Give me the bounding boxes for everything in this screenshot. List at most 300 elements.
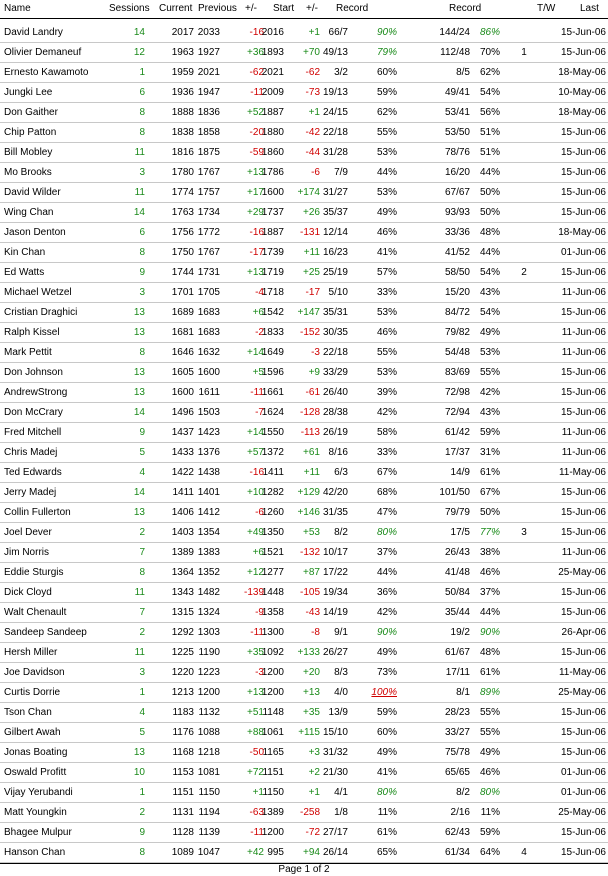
cell-previous: 1401: [197, 487, 220, 498]
cell-name: Chris Madej: [4, 447, 58, 458]
cell-current: 1225: [171, 647, 194, 658]
cell-d2: -73: [305, 87, 320, 98]
cell-sessions: 8: [139, 847, 145, 858]
cell-last: 01-Jun-06: [560, 767, 606, 778]
cell-d2: +87: [303, 567, 320, 578]
cell-last: 25-May-06: [558, 687, 606, 698]
cell-previous: 1088: [197, 727, 220, 738]
cell-d2: -43: [305, 607, 320, 618]
cell-current: 1838: [171, 127, 194, 138]
cell-tw: 2: [521, 267, 527, 278]
cell-previous: 1600: [197, 367, 220, 378]
cell-last: 15-Jun-06: [560, 587, 606, 598]
cell-pct1: 62%: [376, 107, 397, 118]
cell-rec2: 79/79: [444, 507, 470, 518]
cell-pct1: 39%: [376, 387, 397, 398]
cell-pct2: 90%: [479, 627, 500, 638]
cell-rec2: 8/2: [456, 787, 470, 798]
cell-name: Jungki Lee: [4, 87, 53, 98]
cell-pct2: 49%: [479, 747, 500, 758]
cell-d2: -8: [311, 627, 320, 638]
cell-rec2: 33/27: [444, 727, 470, 738]
cell-d2: +9: [308, 367, 320, 378]
cell-d1: -16: [249, 227, 264, 238]
cell-pct1: 44%: [376, 167, 397, 178]
cell-rec2: 112/48: [440, 47, 470, 58]
cell-rec1: 6/3: [334, 467, 348, 478]
cell-pct1: 55%: [376, 127, 397, 138]
cell-rec1: 27/17: [322, 827, 348, 838]
cell-d1: +17: [247, 187, 264, 198]
cell-pct1: 49%: [376, 207, 397, 218]
cell-rec2: 17/11: [445, 667, 470, 678]
cell-name: Olivier Demaneuf: [4, 47, 82, 58]
cell-pct1: 59%: [376, 87, 397, 98]
cell-rec2: 83/69: [444, 367, 470, 378]
cell-rec1: 31/35: [322, 507, 348, 518]
cell-d1: -11: [250, 387, 264, 398]
cell-start: 1350: [261, 527, 284, 538]
cell-pct2: 59%: [479, 427, 500, 438]
cell-sessions: 3: [139, 667, 145, 678]
cell-name: Hanson Chan: [4, 847, 66, 858]
cell-rec2: 19/2: [450, 627, 470, 638]
cell-previous: 1947: [197, 87, 220, 98]
table-row: [0, 663, 608, 683]
cell-rec2: 14/9: [450, 467, 470, 478]
cell-start: 1148: [262, 707, 284, 718]
cell-d2: -72: [305, 827, 320, 838]
cell-pct2: 54%: [479, 267, 500, 278]
cell-current: 1403: [171, 527, 194, 538]
table-row: [0, 823, 608, 843]
table-row: [0, 383, 608, 403]
cell-d1: -11: [250, 827, 264, 838]
cell-d2: -3: [311, 347, 320, 358]
cell-d1: -11: [250, 627, 264, 638]
cell-pct2: 11%: [480, 807, 500, 818]
cell-start: 1860: [261, 147, 284, 158]
cell-sessions: 1: [139, 67, 145, 78]
cell-pct1: 53%: [376, 187, 397, 198]
cell-start: 1200: [261, 827, 284, 838]
cell-rec1: 42/20: [322, 487, 348, 498]
cell-last: 15-Jun-06: [560, 407, 606, 418]
cell-name: Bill Mobley: [4, 147, 53, 158]
table-row: [0, 403, 608, 423]
cell-previous: 1683: [197, 327, 220, 338]
cell-d1: +52: [247, 107, 264, 118]
cell-pct2: 48%: [479, 227, 500, 238]
cell-current: 1406: [171, 507, 194, 518]
cell-rec2: 72/98: [444, 387, 470, 398]
cell-rec2: 53/50: [444, 127, 470, 138]
cell-rec2: 2/16: [450, 807, 470, 818]
cell-d2: -105: [299, 587, 320, 598]
cell-previous: 1047: [197, 847, 220, 858]
cell-d1: +5: [252, 367, 264, 378]
cell-pct1: 53%: [376, 367, 397, 378]
cell-rec1: 4/0: [334, 687, 348, 698]
cell-name: Don Johnson: [4, 367, 63, 378]
cell-sessions: 2: [139, 807, 145, 818]
cell-d2: +1: [308, 27, 320, 38]
cell-current: 1315: [171, 607, 194, 618]
header-tw: T/W: [537, 3, 556, 14]
cell-d1: -50: [249, 747, 264, 758]
cell-pct2: 56%: [479, 107, 500, 118]
cell-name: Joel Dever: [4, 527, 52, 538]
cell-current: 1364: [171, 567, 194, 578]
table-row: [0, 703, 608, 723]
cell-sessions: 14: [133, 27, 145, 38]
cell-rec2: 61/34: [444, 847, 470, 858]
cell-last: 15-Jun-06: [560, 307, 606, 318]
header-plusminus-start: +/-: [306, 3, 318, 14]
table-row: [0, 183, 608, 203]
cell-rec2: 33/36: [444, 227, 470, 238]
cell-previous: 2033: [197, 27, 220, 38]
cell-current: 1689: [171, 307, 194, 318]
cell-d1: -11: [250, 87, 264, 98]
cell-current: 1963: [171, 47, 194, 58]
table-row: [0, 503, 608, 523]
cell-name: Cristian Draghici: [4, 307, 78, 318]
cell-rec2: 144/24: [439, 27, 470, 38]
table-row: [0, 683, 608, 703]
cell-pct1: 11%: [377, 807, 397, 818]
cell-pct1: 41%: [376, 767, 397, 778]
cell-d1: +6: [252, 307, 264, 318]
table-row: [0, 43, 608, 63]
cell-last: 15-Jun-06: [560, 267, 606, 278]
cell-sessions: 13: [133, 307, 145, 318]
cell-start: 1200: [261, 687, 284, 698]
cell-current: 1780: [171, 167, 194, 178]
cell-name: Jerry Madej: [4, 487, 57, 498]
cell-name: Kin Chan: [4, 247, 46, 258]
table-row: [0, 423, 608, 443]
cell-pct1: 90%: [376, 27, 397, 38]
cell-d1: +10: [247, 487, 264, 498]
cell-tw: 4: [521, 847, 527, 858]
cell-pct1: 53%: [376, 147, 397, 158]
cell-previous: 1303: [197, 627, 220, 638]
cell-pct2: 50%: [479, 187, 500, 198]
cell-d2: +20: [303, 667, 320, 678]
table-row: [0, 203, 608, 223]
cell-d1: +36: [247, 47, 264, 58]
cell-name: Gilbert Awah: [4, 727, 61, 738]
cell-rec2: 65/65: [444, 767, 470, 778]
table-row: [0, 23, 608, 43]
cell-current: 2017: [171, 27, 194, 38]
cell-rec1: 8/16: [328, 447, 348, 458]
cell-start: 2009: [261, 87, 284, 98]
cell-rec1: 22/18: [322, 347, 348, 358]
cell-pct1: 46%: [376, 227, 397, 238]
cell-rec2: 35/44: [444, 607, 470, 618]
cell-rec2: 50/84: [444, 587, 470, 598]
cell-previous: 1081: [197, 767, 220, 778]
cell-last: 25-May-06: [558, 567, 606, 578]
cell-rec1: 3/2: [334, 67, 348, 78]
cell-name: Mark Pettit: [4, 347, 52, 358]
cell-start: 1448: [261, 587, 284, 598]
cell-tw: 3: [521, 527, 527, 538]
cell-rec1: 35/31: [322, 307, 348, 318]
cell-d1: -7: [255, 407, 264, 418]
cell-rec1: 14/19: [322, 607, 348, 618]
cell-pct1: 42%: [376, 607, 397, 618]
cell-d2: +147: [297, 307, 320, 318]
cell-d2: +53: [303, 527, 320, 538]
cell-d2: +133: [297, 647, 320, 658]
page-footer: [0, 863, 608, 876]
cell-current: 1774: [171, 187, 194, 198]
cell-rec2: 41/48: [444, 567, 470, 578]
cell-last: 15-Jun-06: [560, 847, 606, 858]
cell-previous: 2021: [197, 67, 220, 78]
cell-d1: +12: [247, 567, 264, 578]
table-row: [0, 623, 608, 643]
cell-rec1: 31/32: [322, 747, 348, 758]
cell-d1: -62: [249, 67, 264, 78]
cell-name: Tson Chan: [4, 707, 52, 718]
cell-current: 1433: [171, 447, 194, 458]
cell-pct1: 41%: [376, 247, 397, 258]
cell-sessions: 7: [139, 607, 145, 618]
cell-start: 1737: [261, 207, 284, 218]
table-row: [0, 743, 608, 763]
cell-current: 1292: [171, 627, 194, 638]
cell-d1: -20: [249, 127, 264, 138]
cell-previous: 1611: [198, 387, 220, 398]
cell-d2: -62: [305, 67, 320, 78]
cell-sessions: 10: [133, 767, 145, 778]
cell-d1: -2: [255, 327, 264, 338]
cell-name: Mo Brooks: [4, 167, 52, 178]
cell-current: 1701: [171, 287, 194, 298]
cell-last: 15-Jun-06: [560, 827, 606, 838]
cell-d2: +115: [298, 727, 320, 738]
cell-pct1: 61%: [376, 827, 397, 838]
table-row: [0, 603, 608, 623]
cell-previous: 1927: [197, 47, 220, 58]
cell-d2: -17: [305, 287, 320, 298]
cell-current: 1756: [171, 227, 194, 238]
cell-d1: +13: [247, 687, 264, 698]
cell-start: 1411: [262, 467, 284, 478]
cell-d2: +94: [303, 847, 320, 858]
cell-rec1: 26/14: [322, 847, 348, 858]
cell-start: 1596: [261, 367, 284, 378]
cell-previous: 1324: [197, 607, 220, 618]
cell-start: 2021: [261, 67, 284, 78]
cell-rec1: 16/23: [322, 247, 348, 258]
cell-d1: -17: [249, 247, 264, 258]
cell-pct2: 51%: [479, 127, 500, 138]
cell-pct2: 44%: [479, 607, 500, 618]
cell-d1: +72: [247, 767, 264, 778]
cell-pct1: 59%: [376, 707, 397, 718]
cell-current: 1153: [172, 767, 194, 778]
cell-d2: +146: [297, 507, 320, 518]
cell-name: Michael Wetzel: [4, 287, 72, 298]
cell-sessions: 13: [133, 747, 145, 758]
cell-start: 995: [267, 847, 284, 858]
cell-pct2: 86%: [479, 27, 500, 38]
table-row: [0, 83, 608, 103]
cell-pct1: 37%: [376, 547, 397, 558]
cell-previous: 1632: [197, 347, 220, 358]
cell-pct1: 46%: [376, 327, 397, 338]
cell-name: Oswald Profitt: [4, 767, 67, 778]
cell-pct1: 90%: [376, 627, 397, 638]
cell-last: 11-Jun-06: [561, 547, 606, 558]
cell-d1: +13: [247, 167, 264, 178]
cell-last: 11-Jun-06: [561, 427, 606, 438]
cell-previous: 1438: [197, 467, 220, 478]
cell-start: 1887: [261, 227, 284, 238]
cell-last: 15-Jun-06: [560, 127, 606, 138]
cell-tw: 1: [521, 47, 527, 58]
cell-d1: -16: [249, 27, 264, 38]
cell-sessions: 11: [134, 147, 145, 158]
cell-pct2: 80%: [479, 787, 500, 798]
cell-last: 18-May-06: [558, 67, 606, 78]
cell-rec1: 7/9: [334, 167, 348, 178]
cell-d1: -3: [255, 667, 264, 678]
cell-previous: 1731: [197, 267, 220, 278]
cell-last: 15-Jun-06: [560, 507, 606, 518]
cell-last: 15-Jun-06: [560, 27, 606, 38]
cell-start: 1542: [261, 307, 284, 318]
table-row: [0, 223, 608, 243]
cell-pct2: 55%: [479, 367, 500, 378]
cell-name: Sandeep Sandeep: [4, 627, 87, 638]
cell-pct2: 46%: [479, 567, 500, 578]
cell-current: 1605: [171, 367, 194, 378]
cell-rec1: 22/18: [322, 127, 348, 138]
cell-d2: -152: [299, 327, 320, 338]
cell-sessions: 8: [139, 247, 145, 258]
cell-current: 1681: [171, 327, 194, 338]
cell-start: 1661: [261, 387, 284, 398]
cell-pct2: 64%: [479, 847, 500, 858]
cell-sessions: 14: [133, 207, 145, 218]
cell-current: 1151: [172, 787, 194, 798]
cell-start: 1165: [262, 747, 284, 758]
cell-current: 1128: [172, 827, 194, 838]
cell-pct2: 55%: [479, 727, 500, 738]
cell-current: 1646: [171, 347, 194, 358]
cell-start: 1200: [261, 667, 284, 678]
cell-sessions: 1: [139, 787, 145, 798]
cell-pct2: 46%: [479, 767, 500, 778]
cell-last: 15-Jun-06: [560, 387, 606, 398]
cell-current: 1600: [171, 387, 194, 398]
cell-previous: 1200: [197, 687, 220, 698]
cell-name: Ernesto Kawamoto: [4, 67, 89, 78]
cell-pct1: 33%: [376, 287, 397, 298]
cell-name: Hersh Miller: [4, 647, 58, 658]
cell-pct1: 60%: [376, 727, 397, 738]
table-row: [0, 523, 608, 543]
header-last: Last: [580, 3, 599, 14]
cell-current: 1888: [171, 107, 194, 118]
cell-d1: -63: [249, 807, 264, 818]
cell-start: 1150: [262, 787, 284, 798]
cell-d2: -132: [299, 547, 320, 558]
cell-rec2: 17/37: [444, 447, 470, 458]
cell-pct2: 62%: [479, 67, 500, 78]
cell-d2: +13: [303, 687, 320, 698]
cell-d2: +26: [303, 207, 320, 218]
cell-sessions: 9: [139, 427, 145, 438]
cell-rec1: 19/13: [322, 87, 348, 98]
cell-current: 1183: [172, 707, 194, 718]
cell-name: Vijay Yerubandi: [4, 787, 73, 798]
cell-start: 1550: [261, 427, 284, 438]
cell-last: 01-Jun-06: [560, 787, 606, 798]
cell-d2: +1: [308, 107, 320, 118]
cell-pct1: 67%: [376, 467, 397, 478]
cell-previous: 1757: [197, 187, 220, 198]
table-row: [0, 343, 608, 363]
cell-rec2: 75/78: [444, 747, 470, 758]
cell-d1: +49: [247, 527, 264, 538]
cell-pct1: 65%: [376, 847, 397, 858]
cell-name: David Wilder: [4, 187, 61, 198]
cell-previous: 1383: [197, 547, 220, 558]
cell-name: Don McCrary: [4, 407, 63, 418]
cell-name: Jim Norris: [4, 547, 49, 558]
cell-d1: +6: [252, 547, 264, 558]
cell-name: Ralph Kissel: [4, 327, 60, 338]
cell-rec1: 26/27: [322, 647, 348, 658]
cell-pct2: 61%: [479, 667, 500, 678]
cell-start: 1739: [261, 247, 284, 258]
cell-rec2: 26/43: [444, 547, 470, 558]
cell-sessions: 11: [134, 647, 145, 658]
cell-start: 1719: [261, 267, 284, 278]
cell-d2: -61: [305, 387, 320, 398]
cell-rec1: 15/10: [322, 727, 348, 738]
cell-pct2: 48%: [479, 647, 500, 658]
cell-last: 15-Jun-06: [560, 487, 606, 498]
cell-d2: +70: [303, 47, 320, 58]
cell-rec1: 66/7: [328, 27, 348, 38]
cell-pct2: 42%: [479, 387, 500, 398]
cell-current: 1422: [171, 467, 194, 478]
cell-current: 1437: [171, 427, 194, 438]
cell-name: Joe Davidson: [4, 667, 65, 678]
cell-d1: +29: [247, 207, 264, 218]
cell-pct1: 100%: [371, 687, 397, 698]
table-row: [0, 103, 608, 123]
cell-current: 1959: [171, 67, 194, 78]
cell-sessions: 4: [139, 467, 145, 478]
cell-name: Jonas Boating: [4, 747, 68, 758]
cell-sessions: 2: [139, 627, 145, 638]
cell-sessions: 14: [133, 487, 145, 498]
header-start: Start: [273, 3, 295, 14]
cell-pct2: 54%: [479, 87, 500, 98]
cell-sessions: 12: [133, 47, 145, 58]
cell-pct2: 89%: [479, 687, 500, 698]
cell-sessions: 5: [139, 727, 145, 738]
